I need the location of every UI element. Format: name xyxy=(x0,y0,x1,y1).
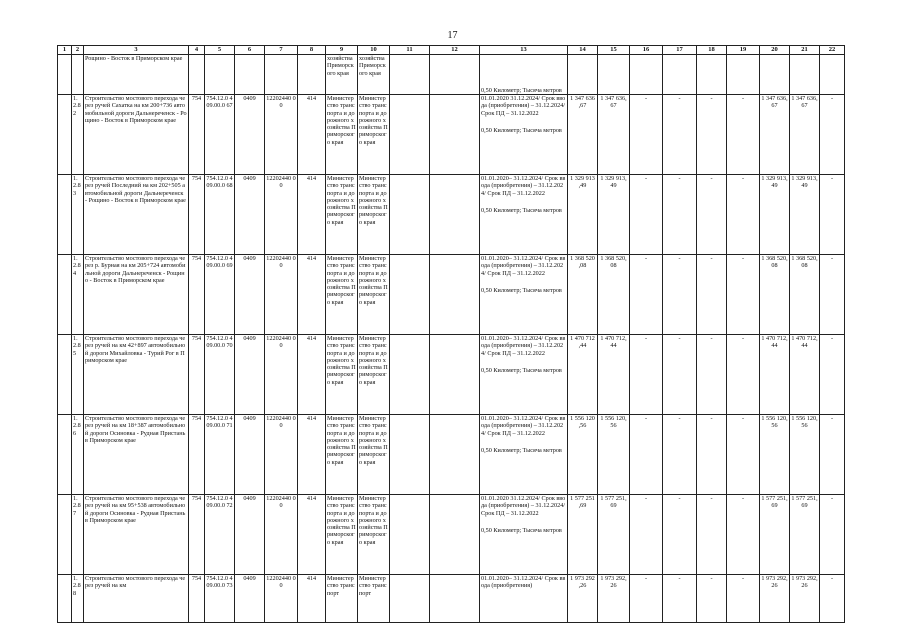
dates-capacity-cell xyxy=(480,415,568,495)
col-number: 6 xyxy=(235,46,265,55)
empty-dash-cell: - xyxy=(663,415,697,495)
col-number: 22 xyxy=(820,46,845,55)
cost-remaining: 1 368 520, 08 xyxy=(598,255,630,335)
cost-total: 1 368 520 ,08 xyxy=(568,255,598,335)
empty-dash-cell: - xyxy=(630,335,663,415)
executor-cell: Министерство транспорта и дорожного хозяйства Приморского края xyxy=(358,175,390,255)
capacity-text: 0,50 Километр; Тысяча метров xyxy=(481,126,562,134)
col-number: 2 xyxy=(72,46,84,55)
row-number: 1.2.86 xyxy=(72,415,84,495)
cell-empty xyxy=(58,335,72,415)
col-number: 15 xyxy=(598,46,630,55)
empty-dash-cell: - xyxy=(630,95,663,175)
expense-type: 414 xyxy=(298,335,326,415)
grbs-code: 754 xyxy=(189,575,205,623)
dates-capacity-cell xyxy=(480,175,568,255)
project-name: Строительство мостового перехода через ручей на км 42+897 автомобильной дороги Михайловка - Турий Рог в Приморском крае xyxy=(84,335,189,415)
cost-remaining: 1 577 251, 69 xyxy=(598,495,630,575)
row-number: 1.2.84 xyxy=(72,255,84,335)
capacity-text: 0,50 Километр; Тысяча метров xyxy=(481,286,562,294)
capacity-text: 0,50 Километр; Тысяча метров xyxy=(481,446,562,454)
col-number: 13 xyxy=(480,46,568,55)
object-code: 754.12.0 409.00.0 68 xyxy=(205,175,235,255)
cost-total: 1 973 292 ,26 xyxy=(568,575,598,623)
cell-empty xyxy=(58,575,72,623)
object-code: 754.12.0 409.00.0 72 xyxy=(205,495,235,575)
cell-empty xyxy=(430,175,480,255)
grbs-code: 754 xyxy=(189,495,205,575)
section-code: 0409 xyxy=(235,95,265,175)
section-code: 0409 xyxy=(235,495,265,575)
project-name: Строительство мостового перехода через ручей на км 95+538 автомобильной дороги Осиновка - Рудная Пристань в Приморском крае xyxy=(84,495,189,575)
empty-dash-cell: - xyxy=(727,95,760,175)
executor-cell: хозяйства Приморск ого края xyxy=(358,55,390,95)
dates-text: 01.01.2020 31.12.2024/ Срок ввода (приобретения) – 31.12.2024/ Срок ПД – 31.12.2022 xyxy=(481,95,566,117)
executor-cell: Министерство транспорта и дорожного хозяйства Приморского края xyxy=(358,255,390,335)
empty-dash-cell: - xyxy=(663,95,697,175)
empty-dash-cell: - xyxy=(663,495,697,575)
empty-dash-cell: - xyxy=(697,495,727,575)
empty-dash-cell: - xyxy=(820,495,845,575)
empty-dash-cell: - xyxy=(630,255,663,335)
customer-cell: Министерство транспорт xyxy=(326,575,358,623)
expense-type: 414 xyxy=(298,415,326,495)
section-code: 0409 xyxy=(235,575,265,623)
dates-capacity-cell xyxy=(480,335,568,415)
project-name: Строительство мостового перехода через ручей Последний на км 202+505 автомобильной дороги Дальнереченск - Рощино - Восток в Приморском крае xyxy=(84,175,189,255)
dates-capacity-cell xyxy=(480,575,568,623)
object-code: 754.12.0 409.00.0 71 xyxy=(205,415,235,495)
table-row xyxy=(58,335,845,415)
cell-empty xyxy=(390,495,430,575)
empty-dash-cell: - xyxy=(727,335,760,415)
row-number: 1.2.82 xyxy=(72,95,84,175)
column-number-row xyxy=(58,46,845,55)
grbs-code: 754 xyxy=(189,255,205,335)
funding-total: 1 347 636, 67 xyxy=(790,95,820,175)
target-article: 12202440 00 xyxy=(265,415,298,495)
funding-year-1: 1 329 913, 49 xyxy=(760,175,790,255)
col-number: 14 xyxy=(568,46,598,55)
object-code: 754.12.0 409.00.0 73 xyxy=(205,575,235,623)
empty-dash-cell: - xyxy=(727,255,760,335)
col-number: 7 xyxy=(265,46,298,55)
dates-text: 01.01.2020– 31.12.2024/ Срок ввода (приобретения) – 31.12.2024/ Срок ПД – 31.12.2022 xyxy=(481,415,566,437)
capacity-text: 0,50 Километр; Тысяча метров xyxy=(481,526,562,534)
table-row xyxy=(58,575,845,623)
empty-dash-cell: - xyxy=(663,335,697,415)
executor-cell: Министерство транспорт xyxy=(358,575,390,623)
funding-total: 1 368 520, 08 xyxy=(790,255,820,335)
cost-remaining: 1 329 913, 49 xyxy=(598,175,630,255)
empty-dash-cell: - xyxy=(820,255,845,335)
col-number: 20 xyxy=(760,46,790,55)
empty-dash-cell: - xyxy=(663,255,697,335)
empty-dash-cell: - xyxy=(663,175,697,255)
cost-total: 1 329 913 ,49 xyxy=(568,175,598,255)
customer-cell: Министерство транспорта и дорожного хозяйства Приморского края xyxy=(326,415,358,495)
table-row xyxy=(58,95,845,175)
cost-total: 1 556 120 ,56 xyxy=(568,415,598,495)
customer-cell: Министерство транспорта и дорожного хозяйства Приморского края xyxy=(326,335,358,415)
empty-dash-cell: - xyxy=(697,255,727,335)
customer-cell: хозяйства Приморск ого края xyxy=(326,55,358,95)
funding-total: 1 577 251, 69 xyxy=(790,495,820,575)
funding-total: 1 470 712, 44 xyxy=(790,335,820,415)
empty-dash-cell: - xyxy=(663,575,697,623)
cell-empty xyxy=(430,495,480,575)
customer-cell: Министерство транспорта и дорожного хозяйства Приморского края xyxy=(326,255,358,335)
cost-remaining: 1 973 292, 26 xyxy=(598,575,630,623)
executor-cell: Министерство транспорта и дорожного хозяйства Приморского края xyxy=(358,95,390,175)
table-row xyxy=(58,415,845,495)
col-number: 16 xyxy=(630,46,663,55)
col-number: 4 xyxy=(189,46,205,55)
grbs-code: 754 xyxy=(189,95,205,175)
cell-empty xyxy=(430,335,480,415)
dates-capacity-cell xyxy=(480,255,568,335)
cell-empty xyxy=(58,495,72,575)
funding-total: 1 329 913, 49 xyxy=(790,175,820,255)
empty-dash-cell: - xyxy=(630,575,663,623)
col-number: 5 xyxy=(205,46,235,55)
continued-row xyxy=(58,55,845,95)
capacity-cell: 0,50 Километр; Тысяча метров xyxy=(480,55,568,95)
col-number: 1 xyxy=(58,46,72,55)
investment-table xyxy=(57,45,845,623)
cost-remaining: 1 556 120, 56 xyxy=(598,415,630,495)
col-number: 9 xyxy=(326,46,358,55)
empty-dash-cell: - xyxy=(697,575,727,623)
target-article: 12202440 00 xyxy=(265,575,298,623)
cell-empty xyxy=(430,95,480,175)
dates-text: 01.01.2020– 31.12.2024/ Срок ввода (приобретения) xyxy=(481,575,566,590)
cost-total: 1 577 251 ,69 xyxy=(568,495,598,575)
page-number: 17 xyxy=(447,30,458,41)
funding-year-1: 1 973 292, 26 xyxy=(760,575,790,623)
project-name: Рощино - Восток в Приморском крае xyxy=(84,55,189,95)
empty-dash-cell: - xyxy=(727,175,760,255)
empty-dash-cell: - xyxy=(630,415,663,495)
cell-empty xyxy=(58,175,72,255)
expense-type: 414 xyxy=(298,95,326,175)
cell-empty xyxy=(430,415,480,495)
cost-total: 1 347 636 ,67 xyxy=(568,95,598,175)
col-number: 12 xyxy=(430,46,480,55)
empty-dash-cell: - xyxy=(697,175,727,255)
empty-dash-cell: - xyxy=(820,415,845,495)
col-number: 11 xyxy=(390,46,430,55)
col-number: 18 xyxy=(697,46,727,55)
table-row xyxy=(58,495,845,575)
dates-text: 01.01.2020– 31.12.2024/ Срок ввода (приобретения) – 31.12.2024/ Срок ПД – 31.12.2022 xyxy=(481,255,566,277)
expense-type: 414 xyxy=(298,495,326,575)
col-number: 8 xyxy=(298,46,326,55)
funding-year-1: 1 556 120, 56 xyxy=(760,415,790,495)
expense-type: 414 xyxy=(298,575,326,623)
dates-text: 01.01.2020– 31.12.2024/ Срок ввода (приобретения) – 31.12.2024/ Срок ПД – 31.12.2022 xyxy=(481,175,566,197)
empty-dash-cell: - xyxy=(820,175,845,255)
dates-text: 01.01.2020– 31.12.2024/ Срок ввода (приобретения) – 31.12.2024/ Срок ПД – 31.12.2022 xyxy=(481,335,566,357)
col-number: 21 xyxy=(790,46,820,55)
grbs-code: 754 xyxy=(189,175,205,255)
cell-empty xyxy=(430,255,480,335)
row-number: 1.2.85 xyxy=(72,335,84,415)
funding-year-1: 1 470 712, 44 xyxy=(760,335,790,415)
funding-year-1: 1 368 520, 08 xyxy=(760,255,790,335)
target-article: 12202440 00 xyxy=(265,95,298,175)
empty-dash-cell: - xyxy=(630,175,663,255)
customer-cell: Министерство транспорта и дорожного хозяйства Приморского края xyxy=(326,95,358,175)
cell-empty xyxy=(58,255,72,335)
empty-dash-cell: - xyxy=(727,415,760,495)
dates-capacity-cell xyxy=(480,495,568,575)
cost-total: 1 470 712 ,44 xyxy=(568,335,598,415)
target-article: 12202440 00 xyxy=(265,175,298,255)
executor-cell: Министерство транспорта и дорожного хозяйства Приморского края xyxy=(358,495,390,575)
customer-cell: Министерство транспорта и дорожного хозяйства Приморского края xyxy=(326,175,358,255)
expense-type: 414 xyxy=(298,175,326,255)
section-code: 0409 xyxy=(235,335,265,415)
row-number: 1.2.83 xyxy=(72,175,84,255)
cell-empty xyxy=(390,95,430,175)
cell-empty xyxy=(430,575,480,623)
col-number: 10 xyxy=(358,46,390,55)
project-name: Строительство мостового перехода через ручей на км xyxy=(84,575,189,623)
empty-dash-cell: - xyxy=(697,335,727,415)
cell-empty xyxy=(390,335,430,415)
project-name: Строительство мостового перехода через ручей на км 18+387 автомобильной дороги Осиновка - Рудная Пристань в Приморском крае xyxy=(84,415,189,495)
section-code: 0409 xyxy=(235,175,265,255)
cell-empty xyxy=(390,175,430,255)
cell-empty xyxy=(390,575,430,623)
empty-dash-cell: - xyxy=(820,335,845,415)
project-name: Строительство мостового перехода через ручей Сахатка на км 200+736 автомобильной дороги Дальнереченск - Рощино - Восток в Приморском крае xyxy=(84,95,189,175)
project-name: Строительство мостового перехода через р. Бурная на км 205+724 автомобильной дороги Дальнереченск - Рощино - Восток в Приморском крае xyxy=(84,255,189,335)
cell-empty xyxy=(390,255,430,335)
cell-empty xyxy=(58,415,72,495)
empty-dash-cell: - xyxy=(820,575,845,623)
object-code: 754.12.0 409.00.0 67 xyxy=(205,95,235,175)
empty-dash-cell: - xyxy=(630,495,663,575)
dates-text: 01.01.2020 31.12.2024/ Срок ввода (приобретения) – 31.12.2024/ Срок ПД – 31.12.2022 xyxy=(481,495,566,517)
empty-dash-cell: - xyxy=(727,495,760,575)
dates-capacity-cell xyxy=(480,95,568,175)
funding-total: 1 973 292, 26 xyxy=(790,575,820,623)
section-code: 0409 xyxy=(235,255,265,335)
capacity-text: 0,50 Километр; Тысяча метров xyxy=(481,206,562,214)
row-number: 1.2.88 xyxy=(72,575,84,623)
cell-empty xyxy=(390,415,430,495)
col-number: 3 xyxy=(84,46,189,55)
object-code: 754.12.0 409.00.0 70 xyxy=(205,335,235,415)
funding-year-1: 1 347 636, 67 xyxy=(760,95,790,175)
cost-remaining: 1 470 712, 44 xyxy=(598,335,630,415)
empty-dash-cell: - xyxy=(820,95,845,175)
table-row xyxy=(58,175,845,255)
empty-dash-cell: - xyxy=(697,95,727,175)
empty-dash-cell: - xyxy=(727,575,760,623)
cost-remaining: 1 347 636, 67 xyxy=(598,95,630,175)
target-article: 12202440 00 xyxy=(265,335,298,415)
funding-total: 1 556 120, 56 xyxy=(790,415,820,495)
executor-cell: Министерство транспорта и дорожного хозяйства Приморского края xyxy=(358,415,390,495)
target-article: 12202440 00 xyxy=(265,255,298,335)
executor-cell: Министерство транспорта и дорожного хозяйства Приморского края xyxy=(358,335,390,415)
target-article: 12202440 00 xyxy=(265,495,298,575)
object-code: 754.12.0 409.00.0 69 xyxy=(205,255,235,335)
funding-year-1: 1 577 251, 69 xyxy=(760,495,790,575)
customer-cell: Министерство транспорта и дорожного хозяйства Приморского края xyxy=(326,495,358,575)
col-number: 17 xyxy=(663,46,697,55)
grbs-code: 754 xyxy=(189,335,205,415)
cell-empty xyxy=(58,95,72,175)
empty-dash-cell: - xyxy=(697,415,727,495)
expense-type: 414 xyxy=(298,255,326,335)
table-row xyxy=(58,255,845,335)
section-code: 0409 xyxy=(235,415,265,495)
col-number: 19 xyxy=(727,46,760,55)
grbs-code: 754 xyxy=(189,415,205,495)
row-number: 1.2.87 xyxy=(72,495,84,575)
capacity-text: 0,50 Километр; Тысяча метров xyxy=(481,366,562,374)
